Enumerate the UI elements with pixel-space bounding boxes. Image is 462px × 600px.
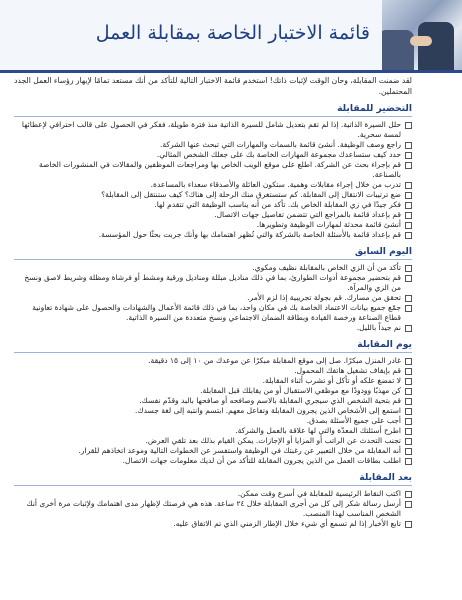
checkbox[interactable] (405, 325, 412, 332)
checklist-item-text: تجنب التحدث عن الراتب أو المزايا أو الإجازات. يمكن القيام بذلك بعد تلقي العرض. (145, 436, 401, 445)
intro-paragraph: لقد ضمنت المقابلة، وحان الوقت لإثبات ذاتك! استخدم قائمة الاختبار التالية للتأكد من أنك مستعد تمامًا لإبهار رؤساء العمل الجدد المحتملين. (14, 76, 412, 96)
checklist-item (14, 366, 412, 376)
photo-handshake (410, 36, 432, 46)
photo-figure-left (382, 30, 414, 70)
checklist-item-text: تدرب من خلال إجراء مقابلات وهمية. ستكون العائلة والأصدقاء سعداء بالمساعدة. (150, 180, 401, 189)
checklist-item (14, 220, 412, 230)
photo-figure-right (418, 22, 454, 70)
checklist-item (14, 499, 412, 519)
checkbox[interactable] (405, 448, 412, 455)
checklist-item (14, 200, 412, 210)
checklist-item-text: ضع ترتيبات الانتقال إلى المقابلة. كم ستستغرق منك الرحلة إلى هناك؟ كيف ستنتقل إلى المقابلة؟ (101, 190, 401, 199)
checkbox[interactable] (405, 408, 412, 415)
checkbox[interactable] (405, 358, 412, 365)
checkbox[interactable] (405, 222, 412, 229)
checklist (14, 489, 412, 529)
checkbox[interactable] (405, 388, 412, 395)
checklist-item-text: اطرح أسئلتك المعدّة والتي لها علاقة بالعمل والشركة. (235, 426, 401, 435)
checklist-item-text: قم بإجراء بحث عن الشركة. اطلع على موقع الويب الخاص بها ومراجعات الموظفين والمقالات في المنشورات الخاصة بالصناعة. (39, 160, 401, 179)
checklist-item (14, 446, 412, 456)
checklist-item (14, 406, 412, 416)
header-band (0, 0, 462, 70)
checklist-item-text: قم بإعداد قائمة بالمراجع التي تتضمن تفاصيل جهات الاتصال. (214, 210, 401, 219)
checkbox[interactable] (405, 152, 412, 159)
checklist-item (14, 436, 412, 446)
checkbox[interactable] (405, 491, 412, 498)
checklist-content (14, 76, 412, 529)
checklist-item-text: استمع إلى الأشخاص الذين يجرون المقابلة وتفاعل معهم. ابتسم وانتبه إلى لغة جسدك. (135, 406, 401, 415)
checkbox[interactable] (405, 438, 412, 445)
checkbox[interactable] (405, 182, 412, 189)
checkbox[interactable] (405, 122, 412, 129)
checklist-item (14, 293, 412, 303)
checklist-item (14, 416, 412, 426)
checklist-item (14, 386, 412, 396)
checklist-item (14, 190, 412, 200)
checklist-item-text: راجع وصف الوظيفة. أنشئ قائمة بالسمات والمهارات التي تبحث عنها الشركة. (160, 140, 401, 149)
checklist-item (14, 230, 412, 240)
section-heading: اليوم السابق (14, 246, 412, 260)
checklist (14, 263, 412, 333)
checkbox[interactable] (405, 458, 412, 465)
checkbox[interactable] (405, 232, 412, 239)
checklist-item (14, 160, 412, 180)
checklist-item-text: قم بتحية الشخص الذي سيجري المقابلة بالاسم وصافحه أو صافحها بالبد وقدّم نفسك. (139, 396, 401, 405)
checklist-item (14, 303, 412, 323)
checklist-item-text: لا تمضغ علكه أو تأكل أو تشرب أثناء المقابلة. (262, 376, 401, 385)
checklist-item-text: نم جيداً بالليل. (356, 323, 401, 332)
checklist (14, 356, 412, 466)
checkbox[interactable] (405, 295, 412, 302)
checklist-item-text: قم بإيقاف تشغيل هاتفك المحمول. (294, 366, 401, 375)
checkbox[interactable] (405, 428, 412, 435)
checklist-item (14, 323, 412, 333)
checkbox[interactable] (405, 398, 412, 405)
checkbox[interactable] (405, 368, 412, 375)
checklist-item-text: قم بتحضير مجموعة أدوات الطوارئ، بما في ذلك مناديل مبللة ومناديل ورقية ومشط أو فرشاة ومظلة وشريط لاصق ونسخ من الزي والمرآة. (24, 273, 401, 292)
checklist-item-text: غادر المنزل مبكرًا. صل إلى موقع المقابلة مبكرًا عن موعدك من ١٠ إلى ١٥ دقيقة. (148, 356, 401, 365)
checklist-item (14, 519, 412, 529)
page-title: قائمة الاختبار الخاصة بمقابلة العمل (95, 22, 370, 44)
checklist-item-text: جمّع جميع بيانات الاعتماد الخاصة بك في مكان واحد، بما في ذلك قائمة الأعمال والشهادات والحصول على شهادة تعاونية قطاع الصناعة ورخصة القيادة وبطاقة الضمان الاجتماعي ونسخ متعددة من السيرة الذاتية. (32, 303, 401, 322)
section-heading: التحضير للمقابلة (14, 103, 412, 117)
checklist (14, 120, 412, 240)
checklist-item (14, 150, 412, 160)
checklist-item-text: أجب على جميع الأسئلة بصدق. (306, 416, 401, 425)
checklist-item-text: اطلب بطاقات العمل من الذين يجرون المقابلة للتأكد من أن لديك معلومات جهات الاتصال. (122, 456, 401, 465)
checkbox[interactable] (405, 275, 412, 282)
section-heading: بعد المقابلة (14, 472, 412, 486)
checklist-item (14, 273, 412, 293)
checkbox[interactable] (405, 521, 412, 528)
checklist-item-text: قم بإعداد قائمة بالأسئلة الخاصة بالشركة والتي تُظهر اهتمامك بها وأنك جربت بحثًا حول المؤسسة. (98, 230, 401, 239)
checklist-item-text: اكتب النقاط الرئيسية للمقابلة في أسرع وقت ممكن. (237, 489, 401, 498)
checkbox[interactable] (405, 142, 412, 149)
checklist-item (14, 376, 412, 386)
checklist-item (14, 120, 412, 140)
checklist-item-text: كن مهذبًا وودودًا مع موظفي الاستقبال أو من يقابلك قبل المقابلة. (200, 386, 401, 395)
checklist-item (14, 180, 412, 190)
checkbox[interactable] (405, 162, 412, 169)
checklist-item (14, 396, 412, 406)
checklist-item-text: حلل السيرة الذاتية. إذا لم تقم بتعديل شامل للسيرة الذاتية منذ فترة طويلة، ففكر في الحصول على قالب احترافي لإعطائها لمسة سحرية. (21, 120, 401, 139)
checkbox[interactable] (405, 418, 412, 425)
checklist-item-text: تابع الأخبار إذا لم تسمع أي شيء خلال الإطار الزمني الذي تم الاتفاق عليه. (173, 519, 401, 528)
header-divider (0, 70, 462, 73)
checkbox[interactable] (405, 265, 412, 272)
checklist-item (14, 489, 412, 499)
checklist-item-text: أرسل رسالة شكر إلى كل من أجرى المقابلة خلال ٢٤ ساعة. هذه هي فرصتك لإظهار مدى اهتمامك ولإثبات مرة أخرى أنك الشخص المناسب لهذا المنصب. (26, 499, 401, 518)
checklist-item-text: أنه المقابلة من خلال التعبير عن رغبتك في الوظيفة واستفسر عن الخطوات التالية وموعد اتخاذهم للقرار. (78, 446, 401, 455)
checkbox[interactable] (405, 378, 412, 385)
checklist-item-text: تأكد من أن الزي الخاص بالمقابلة نظيف ومكوي. (252, 263, 401, 272)
handshake-photo (382, 0, 462, 70)
checklist-item-text: أنشئ قائمة محدثة لمهارات الوظيفة وتطويرها. (256, 220, 401, 229)
checklist-item-text: حدد كيف ستساعدك مجموعة المهارات الخاصة بك على جعلك الشخص المثالي. (156, 150, 401, 159)
checklist-item (14, 210, 412, 220)
checkbox[interactable] (405, 212, 412, 219)
checklist-item-text: فكر جيدًا في زي المقابلة الخاص بك. تأكد من أنه يناسب الوظيفة التي تتقدم لها. (154, 200, 401, 209)
checklist-item (14, 263, 412, 273)
checklist-item (14, 356, 412, 366)
checklist-item-text: تحقق من مسارك. قم بجولة تجريبية إذا لزم الأمر. (247, 293, 401, 302)
checklist-item (14, 140, 412, 150)
section-heading: يوم المقابلة (14, 339, 412, 353)
checklist-sections (14, 103, 412, 529)
checklist-item (14, 426, 412, 436)
checkbox[interactable] (405, 305, 412, 312)
checkbox[interactable] (405, 202, 412, 209)
checkbox[interactable] (405, 501, 412, 508)
checkbox[interactable] (405, 192, 412, 199)
checklist-item (14, 456, 412, 466)
